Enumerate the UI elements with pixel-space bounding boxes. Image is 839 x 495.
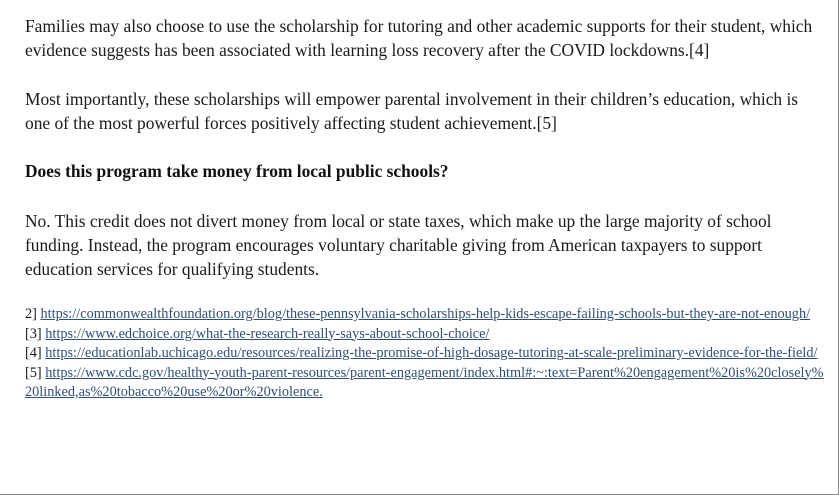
reference-item (25, 364, 825, 403)
reference-link[interactable]: https://www.edchoice.org/what-the-research-really-says-about-school-choice/ (45, 325, 490, 342)
paragraph-parental-involvement: Most importantly, these scholarships will empower parental involvement in their children’s education, which is one of the most powerful forces positively affecting student achievement.[5] (25, 89, 799, 133)
reference-marker: [4] (25, 345, 42, 361)
reference-item (25, 344, 825, 364)
references-list (25, 305, 825, 403)
reference-link[interactable]: https://www.cdc.gov/healthy-youth-parent-resources/parent-engagement/index.html#:~:text=Parent%20engagement%20is%20closely%20linked,as%20tobacco%20use%20or%20violence. (25, 364, 824, 400)
reference-item (25, 305, 825, 325)
paragraph-tutoring: Families may also choose to use the scholarship for tutoring and other academic supports for their student, which evidence suggests has been associated with learning loss recovery after the COVID lockdowns.[4] (25, 16, 813, 60)
reference-marker: [5] (25, 364, 42, 381)
question-heading: Does this program take money from local public schools? (25, 161, 449, 181)
paragraph-funding-answer: No. This credit does not divert money from local or state taxes, which make up the large majority of school funding. Instead, the program encourages voluntary charitable giving from American taxpayers to support education services for qualifying students. (25, 211, 772, 279)
reference-marker: [3] (25, 325, 42, 342)
reference-link[interactable]: https://educationlab.uchicago.edu/resources/realizing-the-promise-of-high-dosage-tutoring-at-scale-preliminary-evidence-for-the-field/ (45, 345, 818, 361)
reference-item (25, 325, 825, 345)
article-body (25, 14, 825, 403)
reference-marker: 2] (25, 306, 37, 322)
reference-link[interactable]: https://commonwealthfoundation.org/blog/these-pennsylvania-scholarships-help-kids-escape-failing-schools-but-they-are-not-enough/ (40, 306, 811, 322)
